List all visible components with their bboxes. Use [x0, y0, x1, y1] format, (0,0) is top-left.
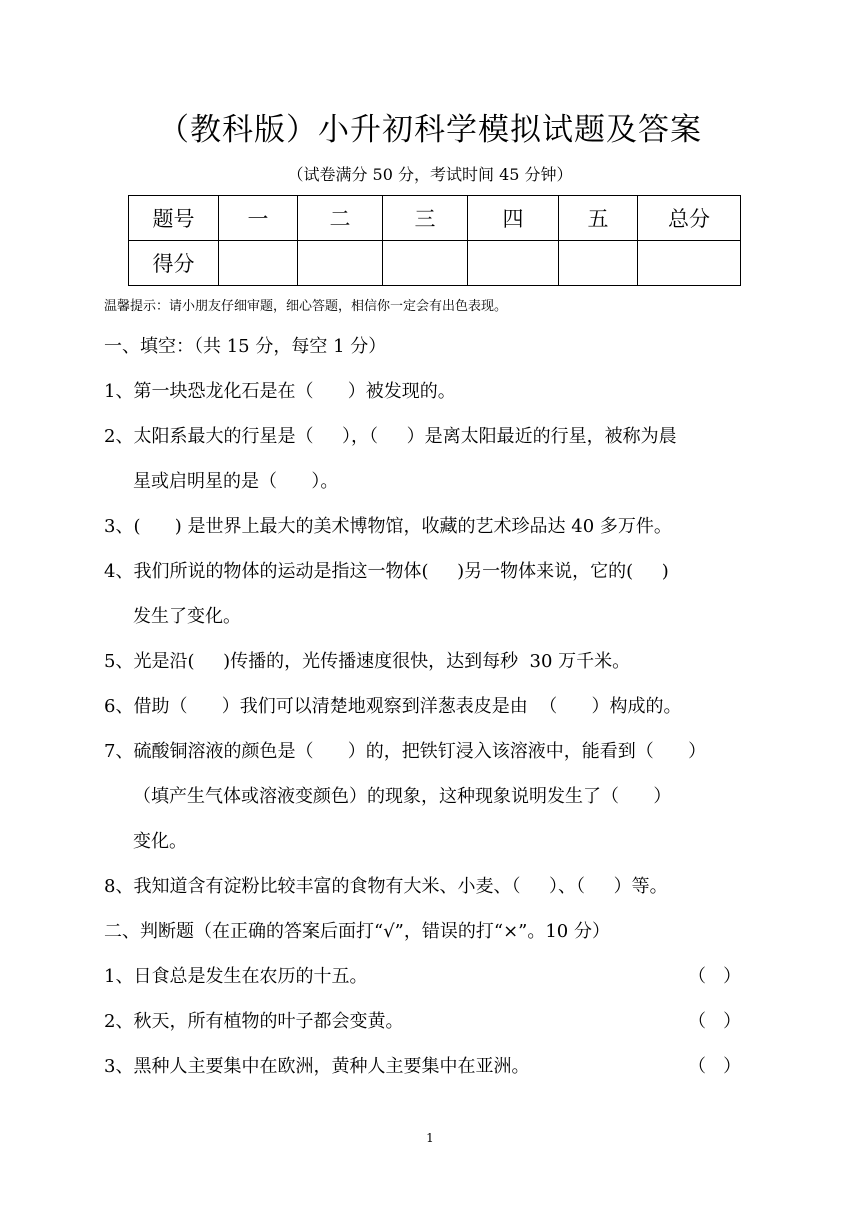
question-1-6: 6、借助（ ）我们可以清楚地观察到洋葱表皮是由 （ ）构成的。: [104, 696, 682, 717]
header-cell-total: 总分: [638, 196, 741, 241]
score-cell-3: [383, 241, 468, 286]
score-table: [128, 195, 741, 286]
header-cell-part-2: 二: [298, 196, 383, 241]
section1-heading: 一、填空：（共 15 分，每空 1 分）: [104, 336, 387, 357]
score-cell-4: [468, 241, 559, 286]
header-cell-part-1: 一: [219, 196, 298, 241]
judge-item-1-answer-blank: （ ）: [688, 966, 742, 987]
header-cell-part-5: 五: [559, 196, 638, 241]
question-1-3: 3、( ) 是世界上最大的美术博物馆，收藏的艺术珍品达 40 多万件。: [104, 516, 672, 537]
question-1-7-line3: 变化。: [133, 831, 187, 852]
question-1-4-line2: 发生了变化。: [133, 606, 241, 627]
judge-item-1: 1、日食总是发生在农历的十五。: [104, 966, 368, 987]
header-cell-part-3: 三: [383, 196, 468, 241]
question-1-2-line1: 2、太阳系最大的行星是（ ），（ ）是离太阳最近的行星，被称为晨: [104, 426, 677, 447]
question-1-2-line2: 星或启明星的是（ ）。: [133, 471, 339, 492]
tip-text: 温馨提示：请小朋友仔细审题，细心答题，相信你一定会有出色表现。: [104, 299, 508, 314]
score-table-header-row: [129, 196, 741, 241]
question-1-1: 1、第一块恐龙化石是在（ ）被发现的。: [104, 381, 456, 402]
score-table-score-row: [129, 241, 741, 286]
score-cell-5: [559, 241, 638, 286]
page-number: 1: [426, 1131, 434, 1145]
question-1-7-line2: （填产生气体或溶液变颜色）的现象，这种现象说明发生了（ ）: [133, 786, 672, 807]
judge-item-3: 3、黑种人主要集中在欧洲，黄种人主要集中在亚洲。: [104, 1056, 530, 1077]
score-cell-2: [298, 241, 383, 286]
judge-item-2: 2、秋天，所有植物的叶子都会变黄。: [104, 1011, 404, 1032]
score-cell-total: [638, 241, 741, 286]
header-cell-question-number: 题号: [129, 196, 219, 241]
page-title: （教科版）小升初科学模拟试题及答案: [158, 112, 702, 148]
section2-heading: 二、判断题（在正确的答案后面打“√”，错误的打“×”。10 分）: [104, 921, 610, 942]
question-1-5: 5、光是沿( )传播的，光传播速度很快，达到每秒 30 万千米。: [104, 651, 631, 672]
header-cell-part-4: 四: [468, 196, 559, 241]
score-row-label: 得分: [129, 241, 219, 286]
question-1-7-line1: 7、硫酸铜溶液的颜色是（ ）的，把铁钉浸入该溶液中，能看到（ ）: [104, 741, 707, 762]
question-1-4-line1: 4、我们所说的物体的运动是指这一物体( )另一物体来说，它的( ): [104, 561, 669, 582]
score-cell-1: [219, 241, 298, 286]
judge-item-3-answer-blank: （ ）: [688, 1056, 742, 1077]
judge-item-2-answer-blank: （ ）: [688, 1011, 742, 1032]
question-1-8: 8、我知道含有淀粉比较丰富的食物有大米、小麦、（ ）、（ ）等。: [104, 876, 668, 897]
exam-subtitle: （试卷满分 50 分，考试时间 45 分钟）: [287, 165, 573, 184]
